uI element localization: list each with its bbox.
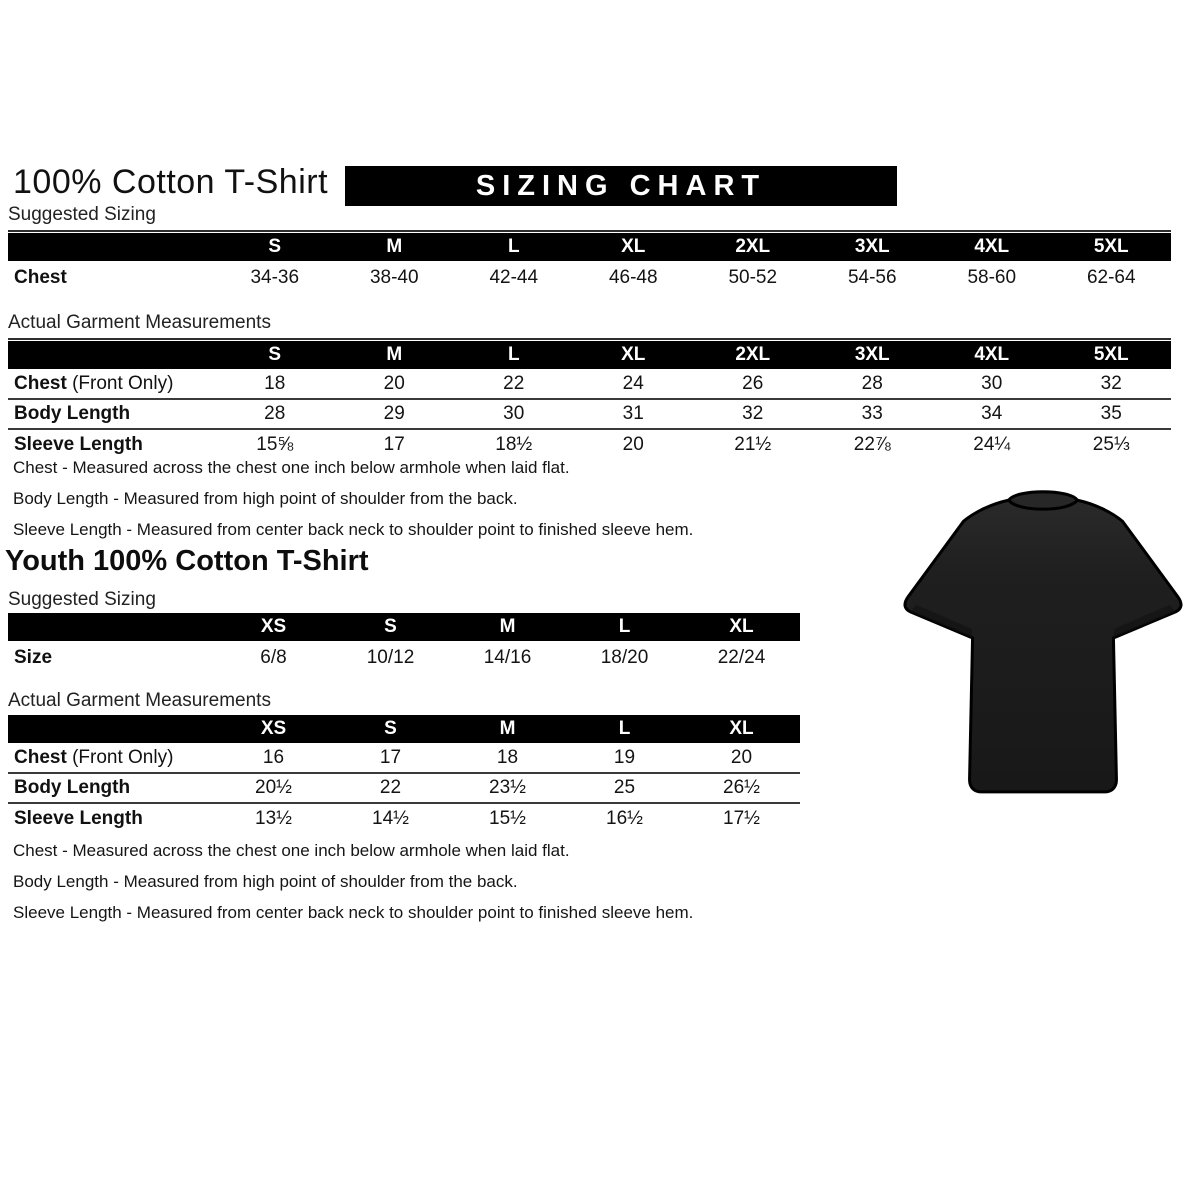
row-label-text: Body Length	[14, 403, 131, 424]
measurement-cell: 25	[566, 773, 683, 803]
measurement-cell: 33	[813, 399, 933, 429]
column-header: 3XL	[813, 233, 933, 261]
table-row	[8, 369, 1171, 399]
measurement-cell: 19	[613, 746, 636, 768]
youth-actual-measurements-label: Actual Garment Measurements	[8, 690, 800, 718]
tshirt-body	[905, 500, 1181, 792]
column-header: L	[454, 233, 574, 261]
header-corner	[8, 613, 215, 641]
column-header: 5XL	[1052, 233, 1172, 261]
column-header: L	[454, 341, 574, 369]
measurement-cell: 18	[496, 746, 519, 768]
row-label	[8, 261, 215, 294]
column-header: S	[215, 341, 335, 369]
column-header: 3XL	[813, 341, 933, 369]
measurement-cell: 30	[454, 399, 574, 429]
youth-actual-measurements-table	[8, 715, 800, 833]
adult-measurement-notes	[13, 458, 693, 551]
header-row	[8, 715, 800, 743]
measurement-cell: 16½	[566, 803, 683, 833]
youth-suggested-sizing-table	[8, 613, 800, 674]
youth-measurement-notes	[13, 841, 693, 934]
row-label	[8, 399, 215, 429]
measurement-cell: 30	[981, 372, 1003, 394]
measurement-cell: 6/8	[260, 646, 287, 668]
note-sleeve-length: Sleeve Length - Measured from center back neck to shoulder point to finished sleeve hem.	[13, 520, 694, 539]
table-row	[8, 803, 800, 833]
measurement-cell: 18/20	[600, 646, 649, 668]
youth-title: Youth 100% Cotton T-Shirt	[5, 545, 369, 577]
header-row	[8, 613, 800, 641]
measurement-cell: 22	[503, 372, 525, 394]
header-corner	[8, 233, 215, 261]
measurement-cell: 14/16	[483, 646, 532, 668]
tshirt-photo	[892, 480, 1194, 812]
measurement-cell: 23½	[449, 773, 566, 803]
measurement-cell: 32	[693, 399, 813, 429]
row-label	[8, 369, 215, 399]
row-label-suffix: (Front Only)	[66, 372, 174, 394]
measurement-cell: 15⅝	[215, 429, 335, 459]
measurement-cell: 34	[932, 399, 1052, 429]
column-header: M	[335, 233, 455, 261]
row-label	[8, 803, 215, 833]
measurement-cell: 34-36	[250, 266, 300, 288]
sizing-chart-banner	[345, 166, 897, 206]
measurement-cell: 46-48	[608, 266, 658, 288]
measurement-cell: 17½	[683, 803, 800, 833]
measurement-cell: 62-64	[1086, 266, 1136, 288]
measurement-cell: 29	[335, 399, 455, 429]
table-row	[8, 261, 1171, 294]
column-header: XS	[215, 715, 332, 743]
measurement-cell: 58-60	[967, 266, 1017, 288]
column-header: L	[566, 613, 683, 641]
measurement-cell: 54-56	[847, 266, 897, 288]
note-body-length: Body Length - Measured from high point of shoulder from the back.	[13, 489, 518, 508]
measurement-cell: 20	[383, 372, 405, 394]
header-row	[8, 341, 1171, 369]
measurement-cell: 18	[264, 372, 286, 394]
adult-actual-measurements-label: Actual Garment Measurements	[8, 312, 1171, 340]
row-label-text: Chest	[14, 746, 67, 768]
column-header: XL	[683, 613, 800, 641]
tshirt-collar	[1009, 492, 1077, 509]
measurement-cell: 10/12	[366, 646, 415, 668]
column-header: XL	[683, 715, 800, 743]
measurement-cell: 35	[1052, 399, 1172, 429]
measurement-cell: 13½	[215, 803, 332, 833]
header-row	[8, 233, 1171, 261]
row-label-text: Chest	[14, 266, 67, 288]
measurement-cell: 17	[335, 429, 455, 459]
column-header: 5XL	[1052, 341, 1172, 369]
adult-actual-measurements-table	[8, 341, 1171, 459]
table-row	[8, 399, 1171, 429]
row-label-text: Sleeve Length	[14, 433, 143, 455]
column-header: XL	[574, 233, 694, 261]
measurement-cell: 22/24	[717, 646, 766, 668]
note-body-length: Body Length - Measured from high point of shoulder from the back.	[13, 872, 518, 891]
note-chest: Chest - Measured across the chest one inch below armhole when laid flat.	[13, 841, 570, 860]
column-header: S	[215, 233, 335, 261]
column-header: L	[566, 715, 683, 743]
row-label	[8, 743, 215, 773]
row-label	[8, 429, 215, 459]
row-label-suffix: (Front Only)	[66, 746, 174, 768]
adult-suggested-sizing-table	[8, 233, 1171, 294]
column-header: M	[449, 613, 566, 641]
column-header: S	[332, 715, 449, 743]
column-header: XS	[215, 613, 332, 641]
measurement-cell: 20	[574, 429, 694, 459]
measurement-cell: 14½	[332, 803, 449, 833]
measurement-cell: 18½	[454, 429, 574, 459]
table-row	[8, 743, 800, 773]
table-row	[8, 641, 800, 674]
measurement-cell: 26½	[683, 773, 800, 803]
column-header: 4XL	[932, 233, 1052, 261]
row-label-text: Chest	[14, 372, 67, 394]
row-label-text: Body Length	[14, 777, 131, 798]
measurement-cell: 28	[215, 399, 335, 429]
column-header: 4XL	[932, 341, 1052, 369]
page-title: 100% Cotton T-Shirt	[13, 163, 329, 201]
black-tshirt-image	[892, 480, 1194, 812]
table-row	[8, 773, 800, 803]
measurement-cell: 16	[262, 746, 285, 768]
sizing-chart-banner-label: SIZING CHART	[475, 169, 767, 202]
measurement-cell: 24¼	[932, 429, 1052, 459]
measurement-cell: 38-40	[369, 266, 419, 288]
row-label	[8, 641, 215, 674]
note-chest: Chest - Measured across the chest one inch below armhole when laid flat.	[13, 458, 570, 477]
measurement-cell: 24	[622, 372, 644, 394]
column-header: XL	[574, 341, 694, 369]
header-corner	[8, 715, 215, 743]
measurement-cell: 15½	[449, 803, 566, 833]
row-label-text: Size	[14, 646, 53, 668]
measurement-cell: 21½	[693, 429, 813, 459]
measurement-cell: 22⅞	[813, 429, 933, 459]
table-row	[8, 429, 1171, 459]
measurement-cell: 17	[379, 746, 402, 768]
youth-suggested-sizing-label: Suggested Sizing	[8, 589, 800, 617]
measurement-cell: 20½	[215, 773, 332, 803]
measurement-cell: 32	[1100, 372, 1122, 394]
measurement-cell: 28	[861, 372, 883, 394]
header-corner	[8, 341, 215, 369]
column-header: M	[335, 341, 455, 369]
column-header: M	[449, 715, 566, 743]
column-header: 2XL	[693, 341, 813, 369]
measurement-cell: 50-52	[728, 266, 778, 288]
row-label-text: Sleeve Length	[14, 807, 143, 829]
measurement-cell: 22	[332, 773, 449, 803]
measurement-cell: 31	[574, 399, 694, 429]
adult-suggested-sizing-label: Suggested Sizing	[8, 204, 1171, 232]
column-header: S	[332, 613, 449, 641]
row-label	[8, 773, 215, 803]
measurement-cell: 42-44	[489, 266, 539, 288]
measurement-cell: 20	[730, 746, 753, 768]
measurement-cell: 26	[742, 372, 764, 394]
measurement-cell: 25⅓	[1052, 429, 1172, 459]
column-header: 2XL	[693, 233, 813, 261]
note-sleeve-length: Sleeve Length - Measured from center back neck to shoulder point to finished sleeve hem.	[13, 903, 694, 922]
